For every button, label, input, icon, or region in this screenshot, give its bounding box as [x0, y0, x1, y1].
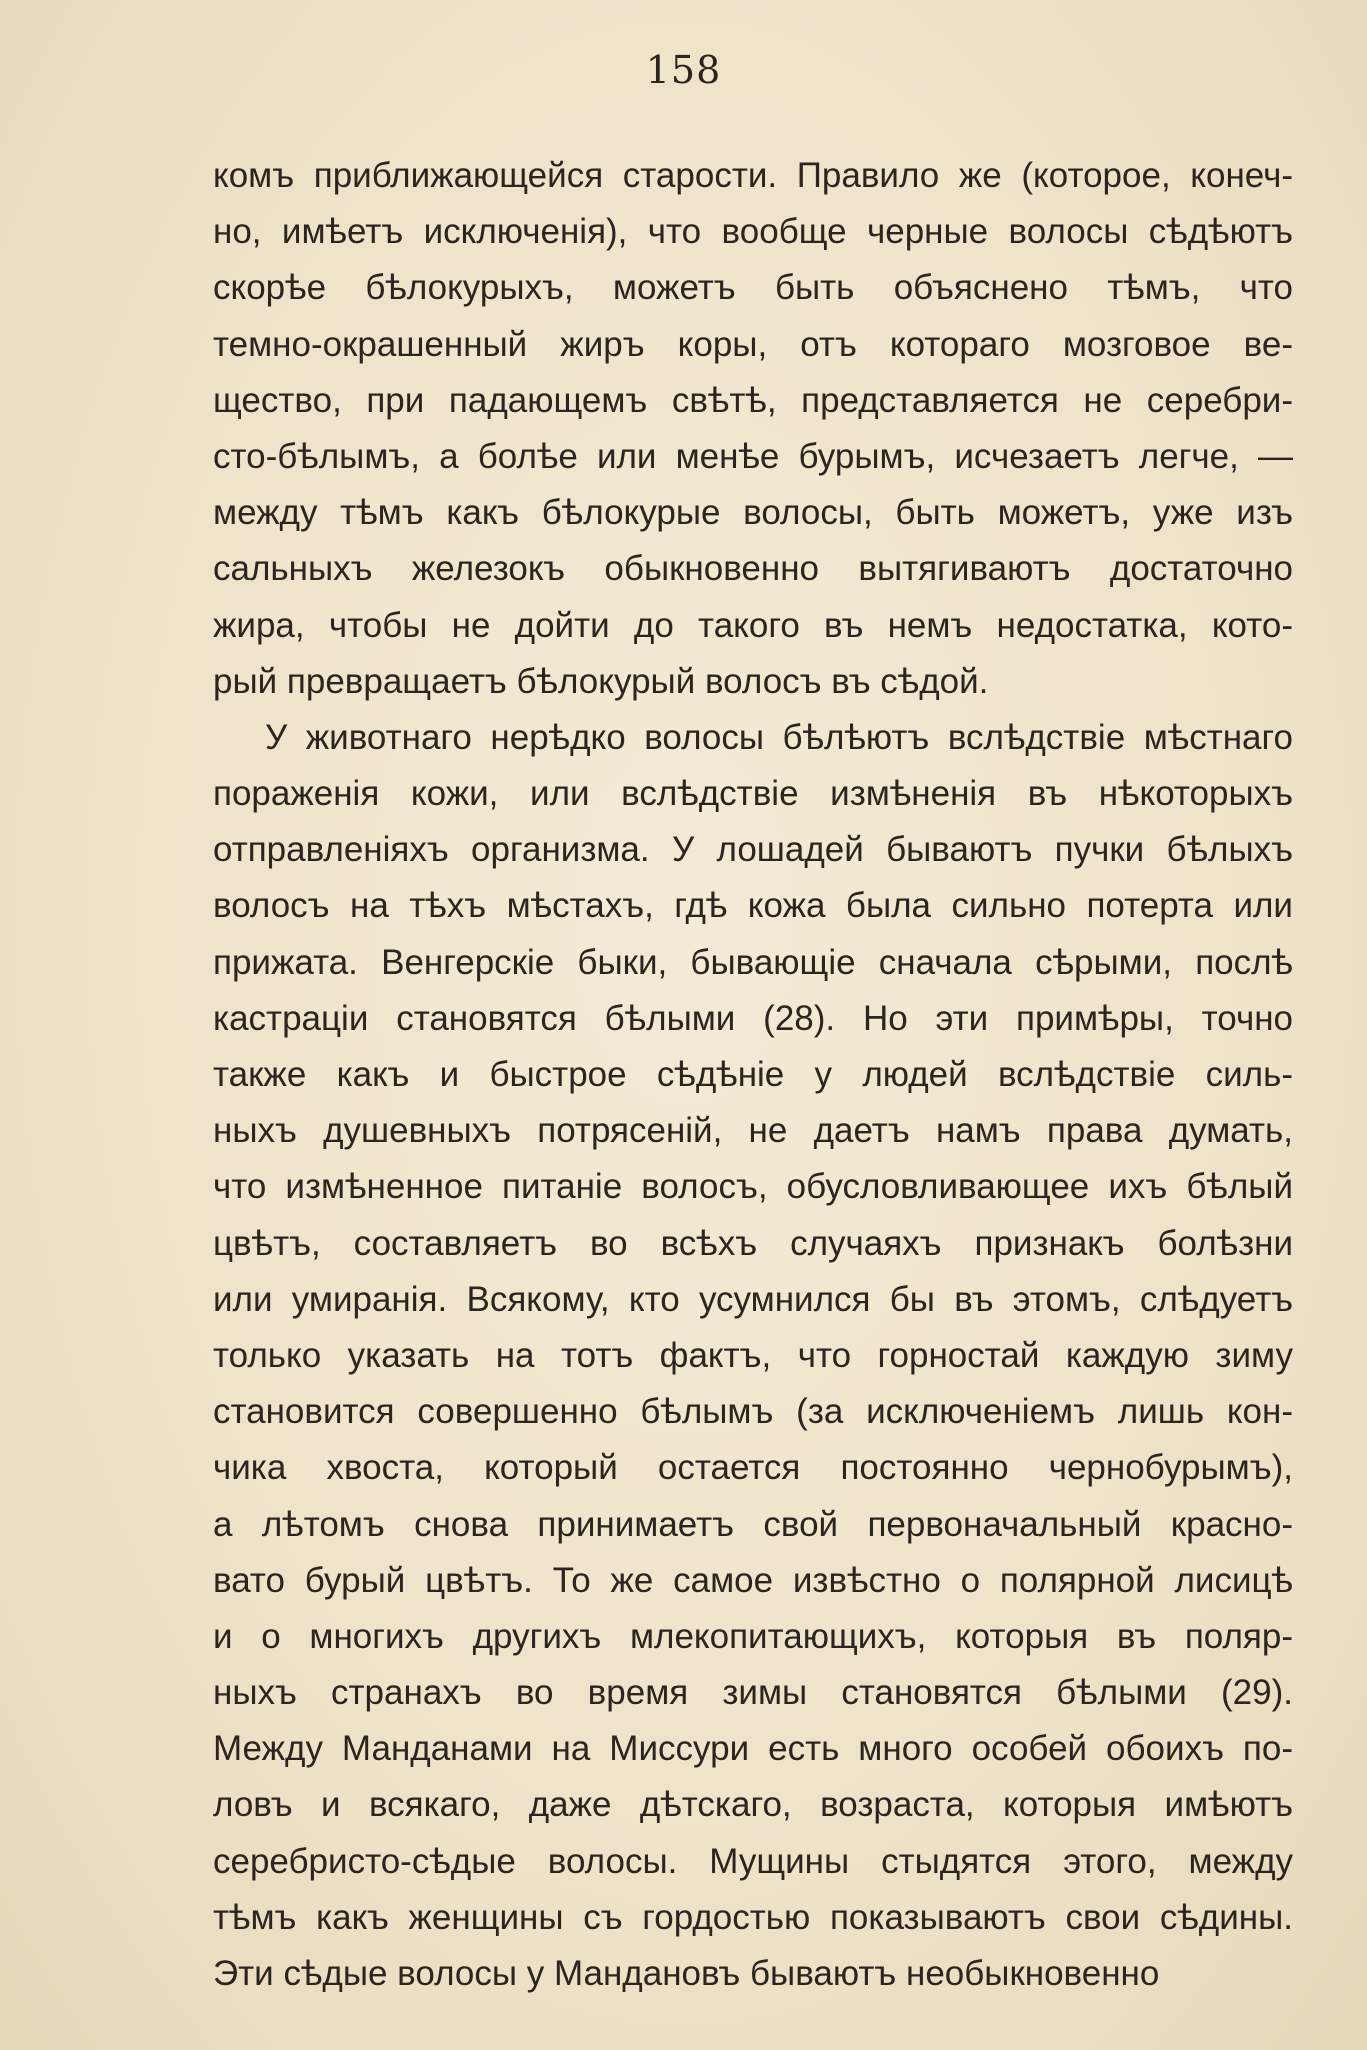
text-line: Между Манданами на Миссури есть много особей обоихъ по-: [213, 1729, 1293, 1769]
text-line: вато бурый цвѣтъ. То же самое извѣстно о полярной лисицѣ: [213, 1560, 1293, 1600]
text-line: ловъ и всякаго, даже дѣтскаго, возраста, которыя имѣютъ: [213, 1785, 1293, 1825]
text-line: что измѣненное питаніе волосъ, обусловливающее ихъ бѣлый: [213, 1167, 1293, 1207]
text-line: ныхъ душевныхъ потрясеній, не даетъ намъ права думать,: [213, 1111, 1293, 1151]
text-line: ныхъ странахъ во время зимы становятся бѣлыми (29).: [213, 1673, 1293, 1713]
text-line: Эти сѣдые волосы у Мандановъ бываютъ необыкновенно: [213, 1954, 1160, 1993]
text-line: чика хвоста, который остается постоянно чернобурымъ),: [213, 1448, 1293, 1488]
text-line: становится совершенно бѣлымъ (за исключеніемъ лишь кон-: [213, 1392, 1293, 1432]
text-line: темно-окрашенный жиръ коры, отъ котораго мозговое ве-: [213, 324, 1293, 364]
text-line: сальныхъ железокъ обыкновенно вытягиваютъ достаточно: [213, 549, 1293, 589]
text-line: только указать на тотъ фактъ, что горностай каждую зиму: [213, 1335, 1293, 1375]
text-line: комъ приближающейся старости. Правило же (которое, конеч-: [213, 156, 1293, 195]
text-line: между тѣмъ какъ бѣлокурые волосы, быть можетъ, уже изъ: [213, 493, 1293, 533]
page-number: 158: [645, 48, 722, 92]
text-line: прижата. Венгерскіе быки, бывающіе сначала сѣрыми, послѣ: [213, 942, 1293, 982]
text-line: и о многихъ другихъ млекопитающихъ, которыя въ поляр-: [213, 1616, 1293, 1656]
text-line: скорѣе бѣлокурыхъ, можетъ быть объяснено тѣмъ, что: [213, 268, 1293, 308]
text-line: волосъ на тѣхъ мѣстахъ, гдѣ кожа была сильно потерта или: [213, 886, 1293, 926]
text-line: тѣмъ какъ женщины съ гордостью показываютъ свои сѣдины.: [213, 1897, 1293, 1937]
text-line: серебристо-сѣдые волосы. Мущины стыдятся этого, между: [213, 1841, 1293, 1881]
text-line: отправленіяхъ организма. У лошадей бываютъ пучки бѣлыхъ: [213, 830, 1293, 870]
text-line: кастраціи становятся бѣлыми (28). Но эти примѣры, точно: [213, 998, 1293, 1038]
body-text: [213, 148, 1293, 2002]
text-line: рый превращаетъ бѣлокурый волосъ въ сѣдой.: [213, 661, 989, 701]
text-line: но, имѣетъ исключенія), что вообще черные волосы сѣдѣютъ: [213, 212, 1293, 252]
text-line: цвѣтъ, составляетъ во всѣхъ случаяхъ признакъ болѣзни: [213, 1223, 1293, 1263]
text-line: а лѣтомъ снова принимаетъ свой первоначальный красно-: [213, 1504, 1293, 1544]
text-line: сто-бѣлымъ, а болѣе или менѣе бурымъ, исчезаетъ легче, —: [213, 436, 1293, 476]
text-line: жира, чтобы не дойти до такого въ немъ недостатка, кото-: [213, 605, 1293, 645]
text-line: также какъ и быстрое сѣдѣніе у людей вслѣдствіе силь-: [213, 1055, 1293, 1094]
text-line: пораженія кожи, или вслѣдствіе измѣненія въ нѣкоторыхъ: [213, 774, 1293, 814]
text-line: У животнаго нерѣдко волосы бѣлѣютъ вслѣдствіе мѣстнаго: [265, 717, 1293, 757]
text-line: или умиранія. Всякому, кто усумнился бы въ этомъ, слѣдуетъ: [213, 1279, 1293, 1319]
text-line: щество, при падающемъ свѣтѣ, представляется не серебри-: [213, 380, 1293, 420]
